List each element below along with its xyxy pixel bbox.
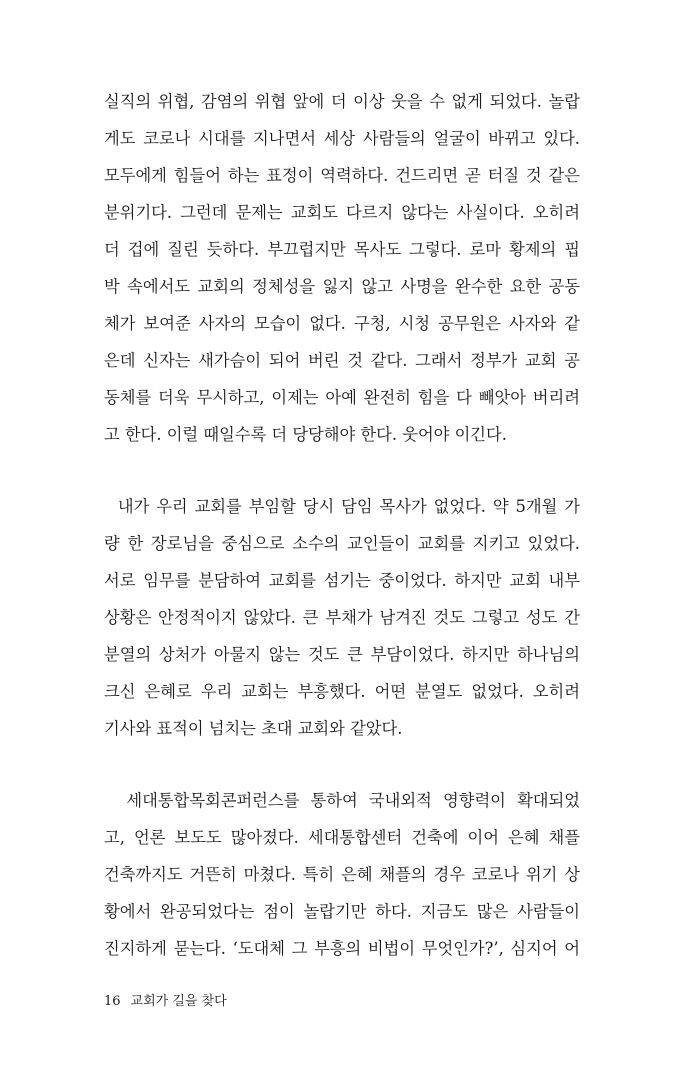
text-line: 진지하게 묻는다. ‘도대체 그 부흥의 비법이 무엇인가?’, 심지어 어 xyxy=(104,939,580,958)
paragraph-2 xyxy=(104,488,580,747)
text-line: 박 속에서도 교회의 정체성을 잃지 않고 사명을 완수한 요한 공동 xyxy=(104,277,580,296)
text-line: 건축까지도 거뜬히 마쳤다. 특히 은혜 채플의 경우 코로나 위기 상 xyxy=(104,865,580,884)
text-line: 체가 보여준 사자의 모습이 없다. 구청, 시청 공무원은 사자와 같 xyxy=(104,314,580,333)
text-line: 게도 코로나 시대를 지나면서 세상 사람들의 얼굴이 바뀌고 있다. xyxy=(104,129,580,148)
body-text xyxy=(104,83,580,967)
text-line: 은데 신자는 새가슴이 되어 버린 것 같다. 그래서 정부가 교회 공 xyxy=(104,351,580,370)
text-line: 크신 은혜로 우리 교회는 부흥했다. 어떤 분열도 없었다. 오히려 xyxy=(104,682,580,701)
text-line: 모두에게 힘들어 하는 표정이 역력하다. 건드리면 곧 터질 것 같은 xyxy=(104,166,580,185)
text-line: 세대통합목회콘퍼런스를 통하여 국내외적 영향력이 확대되었 xyxy=(104,791,580,810)
page-number: 16 xyxy=(104,994,121,1009)
text-line: 량 한 장로님을 중심으로 소수의 교인들이 교회를 지키고 있었다. xyxy=(104,534,580,553)
text-line: 기사와 표적이 넘치는 초대 교회와 같았다. xyxy=(104,719,403,738)
text-line: 더 겁에 질린 듯하다. 부끄럽지만 목사도 그렇다. 로마 황제의 핍 xyxy=(104,240,580,259)
text-line: 상황은 안정적이지 않았다. 큰 부채가 남겨진 것도 그렇고 성도 간 xyxy=(104,608,580,627)
text-line: 고 한다. 이럴 때일수록 더 당당해야 한다. 웃어야 이긴다. xyxy=(104,425,507,444)
text-line: 고, 언론 보도도 많아졌다. 세대통합센터 건축에 이어 은혜 채플 xyxy=(104,828,580,847)
text-line: 서로 임무를 분담하여 교회를 섬기는 중이었다. 하지만 교회 내부 xyxy=(104,571,580,590)
running-title: 교회가 길을 찾다 xyxy=(130,994,227,1009)
text-line: 실직의 위협, 감염의 위협 앞에 더 이상 웃을 수 없게 되었다. 놀랍 xyxy=(104,92,580,111)
paragraph-1 xyxy=(104,83,580,453)
text-line: 동체를 더욱 무시하고, 이제는 아예 완전히 힘을 다 빼앗아 버리려 xyxy=(104,388,580,407)
page-footer xyxy=(104,993,227,1011)
text-line: 황에서 완공되었다는 점이 놀랍기만 하다. 지금도 많은 사람들이 xyxy=(104,902,580,921)
text-line: 분열의 상처가 아물지 않는 것도 큰 부담이었다. 하지만 하나님의 xyxy=(104,645,580,664)
paragraph-3 xyxy=(104,782,580,967)
text-line: 내가 우리 교회를 부임할 당시 담임 목사가 없었다. 약 5개월 가 xyxy=(104,497,580,516)
text-line: 분위기다. 그런데 문제는 교회도 다르지 않다는 사실이다. 오히려 xyxy=(104,203,580,222)
